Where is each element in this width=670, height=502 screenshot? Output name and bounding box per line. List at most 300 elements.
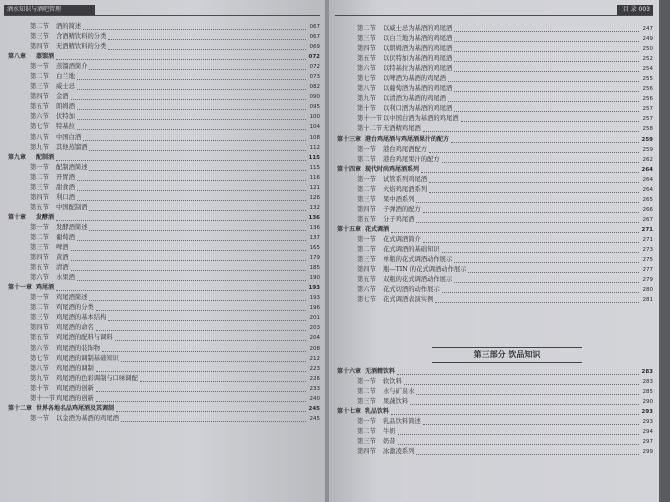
- entry-number: 第九章: [8, 153, 27, 161]
- entry-number: 第九节: [357, 95, 376, 103]
- dot-leader: [89, 68, 306, 70]
- entry-number: 第六节: [30, 274, 49, 282]
- dot-leader: [56, 58, 306, 60]
- entry-page-number: 283: [641, 369, 653, 375]
- entry-title: 配制酒: [36, 153, 55, 161]
- toc-section-entry: [6, 183, 320, 193]
- entry-number: 第五节: [30, 264, 49, 272]
- toc-section-entry: [6, 22, 320, 32]
- entry-title: 花式调酒的基础知识: [383, 246, 440, 254]
- entry-page-number: 245: [309, 415, 320, 422]
- entry-page-number: 294: [642, 429, 653, 436]
- entry-title: 威士忌: [56, 83, 75, 91]
- entry-number: 第一节: [30, 163, 49, 171]
- right-header-rule: [335, 15, 653, 16]
- entry-number: 第十四章: [337, 165, 362, 173]
- toc-section-entry: [335, 94, 653, 104]
- toc-section-entry: [335, 145, 653, 155]
- dot-leader: [71, 249, 306, 251]
- dot-leader: [421, 171, 639, 173]
- entry-title: 牛奶: [383, 428, 396, 436]
- entry-title: 鸡尾酒的基本结构: [56, 314, 107, 322]
- entry-title: 乳品饮料: [365, 408, 390, 416]
- dot-leader: [96, 400, 306, 402]
- entry-page-number: 265: [642, 196, 653, 203]
- entry-page-number: 280: [642, 287, 653, 294]
- entry-number: 第十一节: [30, 394, 56, 402]
- entry-number: 第九节: [30, 374, 49, 382]
- entry-title: 清酒: [56, 264, 69, 272]
- entry-number: 第二节: [357, 388, 376, 396]
- toc-section-entry: [335, 24, 653, 34]
- entry-page-number: 293: [641, 409, 653, 416]
- dot-leader: [56, 289, 306, 291]
- entry-page-number: 250: [642, 46, 653, 53]
- entry-title: 瓶—TIN 的花式调酒动作展示: [383, 266, 467, 274]
- entry-number: 第八章: [8, 53, 27, 61]
- toc-section-entry: [6, 384, 320, 394]
- entry-title: 朗姆酒: [56, 103, 75, 111]
- entry-number: 第一节: [30, 294, 49, 302]
- entry-page-number: 297: [642, 439, 653, 446]
- dot-leader: [56, 159, 306, 161]
- toc-section-entry: [335, 387, 653, 397]
- entry-number: 第十一章: [8, 284, 33, 292]
- entry-number: 第十二节: [357, 125, 383, 133]
- dot-leader: [429, 191, 639, 193]
- entry-page-number: 193: [308, 285, 320, 292]
- entry-title: 水与矿泉水: [383, 388, 415, 396]
- dot-leader: [398, 443, 639, 445]
- entry-title: 以朗姆酒为基酒的鸡尾酒: [383, 45, 453, 53]
- entry-title: 以特基拉为基酒的鸡尾酒: [383, 65, 453, 73]
- toc-chapter-entry: [335, 225, 653, 235]
- entry-title: 以啤酒为基酒的鸡尾酒: [383, 75, 446, 83]
- entry-number: 第二节: [30, 233, 49, 241]
- dot-leader: [391, 231, 639, 233]
- entry-page-number: 259: [641, 136, 653, 143]
- dot-leader: [115, 339, 306, 341]
- toc-section-entry: [335, 377, 653, 387]
- dot-leader: [89, 229, 306, 231]
- entry-page-number: 264: [642, 176, 653, 183]
- entry-number: 第二节: [30, 73, 49, 81]
- toc-section-entry: [6, 333, 320, 343]
- entry-number: 第九节: [30, 143, 49, 151]
- dot-leader: [71, 98, 306, 100]
- toc-section-entry: [6, 243, 320, 253]
- toc-section-entry: [335, 437, 653, 447]
- entry-page-number: 271: [642, 236, 653, 243]
- entry-page-number: 136: [309, 224, 320, 231]
- dot-leader: [121, 360, 306, 362]
- toc-section-entry: [6, 42, 320, 52]
- entry-number: 第三节: [357, 35, 376, 43]
- entry-title: 鸡尾酒的创新: [56, 394, 94, 402]
- dot-leader: [116, 410, 306, 412]
- entry-title: 水果酒: [56, 274, 75, 282]
- entry-number: 第四节: [30, 193, 49, 201]
- toc-section-entry: [335, 104, 653, 114]
- entry-title: 以金酒为基酒的鸡尾酒: [56, 414, 119, 422]
- dot-leader: [96, 390, 306, 392]
- toc-section-entry: [6, 133, 320, 143]
- entry-title: 无酒精鸡尾酒: [383, 125, 421, 133]
- toc-section-entry: [6, 112, 320, 122]
- entry-title: 冰激凌系列: [383, 448, 415, 456]
- dot-leader: [83, 28, 306, 30]
- entry-number: 第五节: [30, 334, 49, 342]
- dot-leader: [71, 269, 306, 271]
- toc-section-entry: [335, 417, 653, 427]
- toc-section-entry: [335, 255, 653, 265]
- entry-page-number: 259: [642, 146, 653, 153]
- dot-leader: [442, 251, 639, 253]
- entry-page-number: 273: [642, 247, 653, 254]
- entry-page-number: 281: [642, 297, 653, 304]
- entry-page-number: 245: [308, 405, 320, 412]
- entry-page-number: 256: [642, 96, 653, 103]
- toc-section-entry: [6, 253, 320, 263]
- dot-leader: [89, 299, 306, 301]
- part-heading: 第三部分 饮品知识: [432, 347, 582, 363]
- toc-section-entry: [6, 263, 320, 273]
- entry-page-number: 121: [309, 184, 320, 191]
- toc-section-entry: [335, 74, 653, 84]
- entry-title: 果蔬饮料: [383, 398, 409, 406]
- dot-leader: [77, 128, 306, 130]
- page-edge: [659, 0, 670, 502]
- dot-leader: [454, 40, 639, 42]
- entry-title: 港台鸡尾酒与鸡尾酒果汁的配方: [365, 135, 450, 143]
- dot-leader: [416, 393, 639, 395]
- dot-leader: [416, 453, 639, 455]
- entry-number: 第三节: [357, 398, 376, 406]
- toc-section-entry: [6, 323, 320, 333]
- toc-section-entry: [335, 84, 653, 94]
- dot-leader: [416, 201, 639, 203]
- entry-number: 第五节: [30, 203, 49, 211]
- entry-page-number: 262: [642, 156, 653, 163]
- toc-section-entry: [6, 122, 320, 132]
- dot-leader: [454, 30, 639, 32]
- entry-page-number: 266: [642, 206, 653, 213]
- toc-section-entry: [335, 205, 653, 215]
- entry-number: 第六节: [30, 113, 49, 121]
- entry-title: 现代时尚鸡尾酒系列: [365, 165, 420, 173]
- entry-number: 第二节: [30, 23, 49, 30]
- entry-title: 以白兰地为基酒的鸡尾酒: [383, 35, 453, 43]
- entry-title: 鸡尾酒简述: [56, 294, 88, 302]
- entry-title: 发酵酒简述: [56, 223, 88, 231]
- entry-page-number: 226: [309, 375, 320, 382]
- right-toc-list: [335, 24, 653, 305]
- toc-section-entry: [6, 163, 320, 173]
- toc-chapter-entry: [335, 407, 653, 417]
- dot-leader: [89, 149, 306, 151]
- entry-page-number: 204: [309, 335, 320, 342]
- entry-page-number: 072: [309, 64, 320, 71]
- entry-title: 以威士忌为基酒的鸡尾酒: [383, 25, 453, 32]
- entry-number: 第三节: [30, 33, 49, 41]
- toc-section-entry: [6, 394, 320, 404]
- entry-page-number: 067: [309, 34, 320, 41]
- toc-section-entry: [6, 72, 320, 82]
- entry-number: 第五节: [357, 55, 376, 63]
- dot-leader: [108, 319, 306, 321]
- toc-section-entry: [335, 185, 653, 195]
- entry-title: 世界各地名品鸡尾酒及其调制: [36, 404, 115, 412]
- dot-leader: [454, 50, 639, 52]
- dot-leader: [77, 118, 306, 120]
- entry-number: 第三节: [30, 83, 49, 91]
- toc-section-entry: [6, 303, 320, 313]
- toc-section-entry: [335, 114, 653, 124]
- toc-chapter-entry: [6, 404, 320, 414]
- toc-section-entry: [335, 235, 653, 245]
- entry-title: 伏特加: [56, 113, 75, 121]
- entry-number: 第三节: [30, 183, 49, 191]
- dot-leader: [410, 403, 639, 405]
- entry-page-number: 208: [309, 345, 320, 352]
- toc-chapter-entry: [335, 135, 653, 145]
- dot-leader: [108, 48, 306, 50]
- dot-leader: [391, 413, 639, 415]
- toc-section-entry: [335, 265, 653, 275]
- dot-leader: [83, 139, 306, 141]
- entry-page-number: 257: [642, 106, 653, 113]
- entry-number: 第二节: [30, 304, 49, 312]
- entry-number: 第六节: [357, 65, 376, 73]
- toc-section-entry: [335, 295, 653, 305]
- entry-page-number: 116: [309, 174, 320, 181]
- entry-title: 含酒精饮料的分类: [56, 33, 107, 41]
- entry-page-number: 255: [642, 76, 653, 83]
- entry-title: 特基拉: [56, 123, 75, 131]
- entry-page-number: 082: [309, 84, 320, 91]
- entry-title: 葡萄酒: [56, 233, 75, 241]
- entry-page-number: 179: [309, 255, 320, 262]
- dot-leader: [397, 373, 639, 375]
- entry-number: 第十节: [30, 384, 49, 392]
- entry-number: 第一节: [30, 63, 49, 71]
- toc-section-entry: [335, 447, 653, 457]
- entry-page-number: 257: [642, 116, 653, 123]
- toc-chapter-entry: [6, 52, 320, 62]
- entry-title: 以葡萄酒为基酒的鸡尾酒: [383, 85, 453, 93]
- entry-number: 第四节: [30, 324, 49, 332]
- dot-leader: [77, 179, 306, 181]
- entry-title: 试管系列鸡尾酒: [383, 175, 428, 183]
- entry-title: 鸡尾酒的分类: [56, 304, 94, 312]
- entry-page-number: 275: [642, 257, 653, 264]
- entry-title: 中国白酒: [56, 133, 82, 141]
- entry-number: 第七节: [30, 123, 49, 131]
- entry-title: 白兰地: [56, 73, 75, 81]
- toc-section-entry: [335, 195, 653, 205]
- entry-number: 第四节: [30, 93, 49, 101]
- dot-leader: [89, 209, 306, 211]
- entry-page-number: 249: [642, 36, 653, 43]
- left-page: [0, 0, 326, 502]
- entry-page-number: 293: [642, 419, 653, 426]
- entry-page-number: 112: [309, 144, 320, 151]
- entry-number: 第六节: [357, 286, 376, 294]
- entry-number: 第三节: [357, 195, 376, 203]
- entry-number: 第一节: [357, 418, 376, 426]
- entry-number: 第四节: [357, 266, 376, 274]
- toc-chapter-entry: [6, 213, 320, 223]
- entry-number: 第八节: [357, 85, 376, 93]
- entry-page-number: 254: [642, 66, 653, 73]
- entry-title: 以清酒为基酒的鸡尾酒: [383, 95, 446, 103]
- entry-page-number: 090: [309, 94, 320, 101]
- toc-section-entry: [6, 203, 320, 213]
- entry-page-number: 247: [642, 26, 653, 32]
- entry-page-number: 285: [642, 389, 653, 396]
- entry-page-number: 185: [309, 265, 320, 272]
- entry-page-number: 258: [642, 126, 653, 133]
- entry-title: 以伏特加为基酒的鸡尾酒: [383, 55, 453, 63]
- entry-title: 软饮料: [383, 378, 402, 386]
- toc-section-entry: [335, 245, 653, 255]
- toc-section-entry: [6, 173, 320, 183]
- entry-page-number: 283: [642, 379, 653, 386]
- entry-title: 火焰鸡尾酒系列: [383, 185, 428, 193]
- toc-section-entry: [6, 193, 320, 203]
- entry-number: 第一节: [357, 175, 376, 183]
- toc-section-entry: [335, 34, 653, 44]
- toc-section-entry: [6, 102, 320, 112]
- entry-page-number: 072: [308, 54, 320, 61]
- entry-page-number: 267: [642, 216, 653, 223]
- entry-number: 第一节: [357, 235, 376, 243]
- entry-page-number: 095: [309, 104, 320, 111]
- dot-leader: [96, 309, 306, 311]
- toc-section-entry: [6, 32, 320, 42]
- entry-title: 双瓶的花式调酒动作展示: [383, 276, 453, 284]
- entry-title: 金酒: [56, 93, 69, 101]
- entry-title: 以利口酒为基酒的鸡尾酒: [383, 105, 453, 113]
- entry-title: 鸡尾酒的调制: [56, 364, 94, 372]
- toc-section-entry: [6, 223, 320, 233]
- dot-leader: [140, 380, 306, 382]
- toc-section-entry: [6, 364, 320, 374]
- entry-number: 第一节: [357, 378, 376, 386]
- entry-number: 第六节: [30, 344, 49, 352]
- entry-title: 花式调酒: [365, 225, 390, 233]
- entry-number: 第八节: [30, 133, 49, 141]
- dot-leader: [71, 259, 306, 261]
- entry-page-number: 203: [309, 325, 320, 332]
- entry-number: 第四节: [357, 45, 376, 53]
- dot-leader: [454, 60, 639, 62]
- dot-leader: [454, 261, 639, 263]
- toc-section-entry: [335, 44, 653, 54]
- right-toc-list-part3: [335, 367, 653, 457]
- entry-page-number: 279: [642, 277, 653, 284]
- right-running-header: 目 录 003: [617, 5, 653, 15]
- dot-leader: [423, 130, 639, 132]
- toc-section-entry: [335, 427, 653, 437]
- dot-leader: [102, 350, 306, 352]
- entry-title: 蒸馏酒: [36, 53, 55, 61]
- entry-page-number: 223: [309, 365, 320, 372]
- entry-title: 分子鸡尾酒: [383, 215, 415, 223]
- entry-number: 第十三章: [337, 135, 362, 143]
- entry-page-number: 132: [309, 204, 320, 211]
- entry-number: 第十一节: [357, 115, 383, 123]
- entry-title: 鸡尾酒的创新: [56, 384, 94, 392]
- dot-leader: [442, 161, 639, 163]
- entry-title: 鸡尾酒的色彩调制与口味调配: [56, 374, 138, 382]
- entry-page-number: 115: [308, 154, 320, 161]
- entry-title: 鸡尾酒的装饰物: [56, 344, 101, 352]
- entry-page-number: 240: [309, 395, 320, 402]
- dot-leader: [448, 80, 639, 82]
- dot-leader: [108, 38, 306, 40]
- entry-title: 黄酒: [56, 254, 69, 262]
- dot-leader: [454, 281, 639, 283]
- entry-number: 第三节: [357, 438, 376, 446]
- entry-title: 果中酒系列: [383, 195, 415, 203]
- entry-number: 第四节: [357, 205, 376, 213]
- toc-section-entry: [6, 233, 320, 243]
- entry-page-number: 264: [641, 166, 653, 173]
- toc-chapter-entry: [335, 367, 653, 377]
- entry-title: 甜食酒: [56, 183, 75, 191]
- dot-leader: [423, 211, 639, 213]
- toc-section-entry: [335, 54, 653, 64]
- entry-page-number: 137: [309, 234, 320, 241]
- entry-number: 第四节: [30, 43, 49, 51]
- entry-page-number: 100: [309, 114, 320, 121]
- entry-title: 鸡尾酒: [36, 284, 55, 292]
- dot-leader: [461, 120, 639, 122]
- entry-title: 花式切酒的动作展示: [383, 286, 440, 294]
- toc-section-entry: [6, 82, 320, 92]
- dot-leader: [77, 189, 306, 191]
- toc-section-entry: [6, 313, 320, 323]
- entry-number: 第七节: [30, 354, 49, 362]
- dot-leader: [77, 88, 306, 90]
- dot-leader: [77, 199, 306, 201]
- toc-section-entry: [6, 273, 320, 283]
- entry-page-number: 115: [309, 164, 320, 171]
- entry-title: 港台鸡尾酒配方: [383, 145, 428, 153]
- entry-number: 第一节: [357, 145, 376, 153]
- entry-title: 港台鸡尾果汁的配方: [383, 155, 440, 163]
- entry-page-number: 212: [309, 355, 320, 362]
- entry-page-number: 201: [309, 315, 320, 322]
- entry-page-number: 136: [308, 214, 320, 221]
- left-header-rule: [4, 15, 320, 16]
- entry-page-number: 073: [309, 74, 320, 81]
- right-page: [329, 0, 659, 502]
- entry-title: 鸡尾酒的调制基础知识: [56, 354, 119, 362]
- entry-number: 第四节: [357, 448, 376, 456]
- entry-page-number: 256: [642, 86, 653, 93]
- dot-leader: [404, 383, 639, 385]
- toc-section-entry: [335, 175, 653, 185]
- entry-number: 第二节: [30, 173, 49, 181]
- entry-number: 第五节: [30, 103, 49, 111]
- dot-leader: [96, 329, 306, 331]
- toc-section-entry: [335, 124, 653, 134]
- dot-leader: [454, 110, 639, 112]
- dot-leader: [454, 70, 639, 72]
- toc-section-entry: [6, 354, 320, 364]
